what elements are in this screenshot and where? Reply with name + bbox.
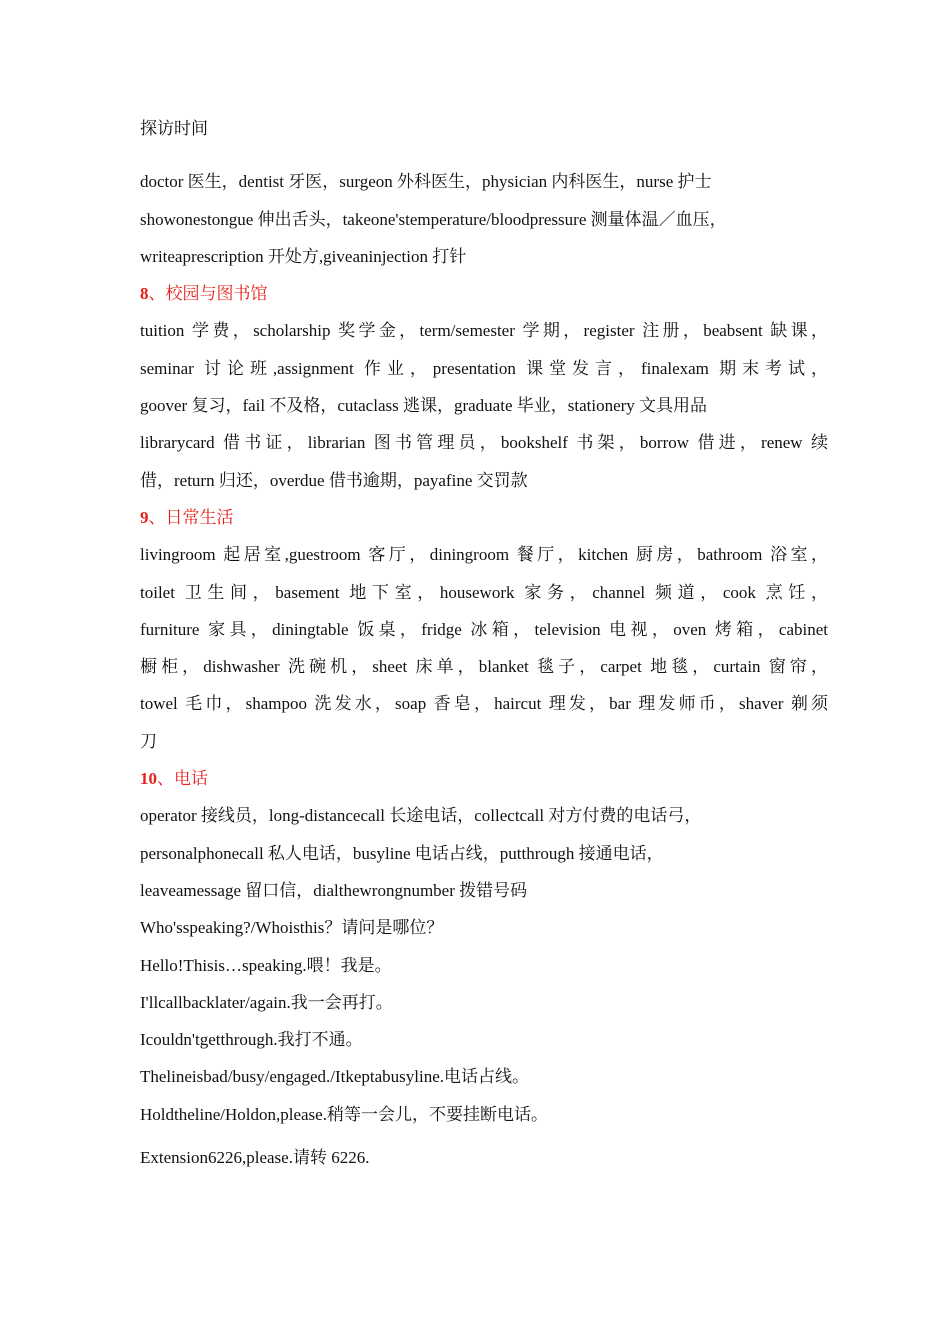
phone-phrase: Holdtheline/Holdon,please.稍等一会儿，不要挂断电话。 [140,1104,548,1124]
medical-line: doctor 医生，dentist 牙医，surgeon 外科医生，physician 内科医生，nurse 护士 [140,172,712,192]
section-telephone [140,760,828,1176]
campus-line: librarycard 借书证，librarian 图书管理员，bookshelf 书架，borrow 借进，renew 续 [140,433,828,453]
section-campus [140,275,828,499]
section-medical [140,163,828,275]
daily-line: livingroom 起居室,guestroom 客厅，diningroom 餐厅，kitchen 厨房，bathroom 浴室， [140,545,828,565]
section-number: 10 [140,769,157,789]
daily-line: 橱柜，dishwasher 洗碗机，sheet 床单，blanket 毯子，carpet 地毯，curtain 窗帘， [140,657,828,677]
campus-line: goover 复习，fail 不及格，cutaclass 逃课，graduate 毕业，stationery 文具用品 [140,396,708,416]
phone-line: operator 接线员，long-distancecall 长途电话，collectcall 对方付费的电话弓， [140,806,702,826]
phone-phrase: Who'sspeaking?/Whoisthis？请问是哪位？ [140,918,444,938]
phone-phrase: Hello!Thisis…speaking.喂！我是。 [140,955,392,975]
section-title: 、电话 [157,769,208,789]
phone-line: personalphonecall 私人电话，busyline 电话占线，putthrough 接通电话， [140,843,664,863]
document-page [140,110,828,1176]
campus-line: tuition 学费，scholarship 奖学金，term/semester 学期，register 注册，beabsent 缺课， [140,321,828,341]
intro-text: 探访时间 [140,119,208,138]
medical-line: showonestongue 伸出舌头，takeone'stemperature/bloodpressure 测量体温／血压， [140,209,727,229]
phone-phrase: I'llcallbacklater/again.我一会再打。 [140,992,393,1012]
medical-line: writeaprescription 开处方,giveaninjection 打针 [140,246,467,266]
phone-phrase: Thelineisbad/busy/engaged./Itkeptabusyline.电话占线。 [140,1067,530,1087]
campus-line: 借，return 归还，overdue 借书逾期，payafine 交罚款 [140,470,528,490]
phone-phrase: Icouldn'tgetthrough.我打不通。 [140,1030,363,1050]
daily-line: toilet 卫生间，basement 地下室，housework 家务，channel 频道，cook 烹饪， [140,582,828,602]
phone-phrase: Extension6226,please.请转 6226. [140,1148,370,1168]
daily-line: towel 毛巾，shampoo 洗发水，soap 香皂，haircut 理发，bar 理发师币，shaver 剃须 [140,694,828,714]
section-heading-telephone [140,760,828,797]
section-daily-life [140,499,828,760]
daily-line: furniture 家具，diningtable 饭桌，fridge 冰箱，television 电视，oven 烤箱，cabinet [140,619,828,639]
daily-line: 刀 [140,731,157,751]
section-number: 9 [140,507,149,527]
section-title: 、校园与图书馆 [148,284,268,304]
campus-line: seminar 讨论班,assignment 作业，presentation 课堂发言，finalexam 期末考试， [140,358,828,378]
section-heading-campus [140,275,828,312]
section-heading-daily-life [140,499,828,536]
phone-line: leaveamessage 留口信，dialthewrongnumber 拨错号码 [140,880,528,900]
section-number: 8 [140,284,149,304]
section-title: 、日常生活 [148,507,234,527]
